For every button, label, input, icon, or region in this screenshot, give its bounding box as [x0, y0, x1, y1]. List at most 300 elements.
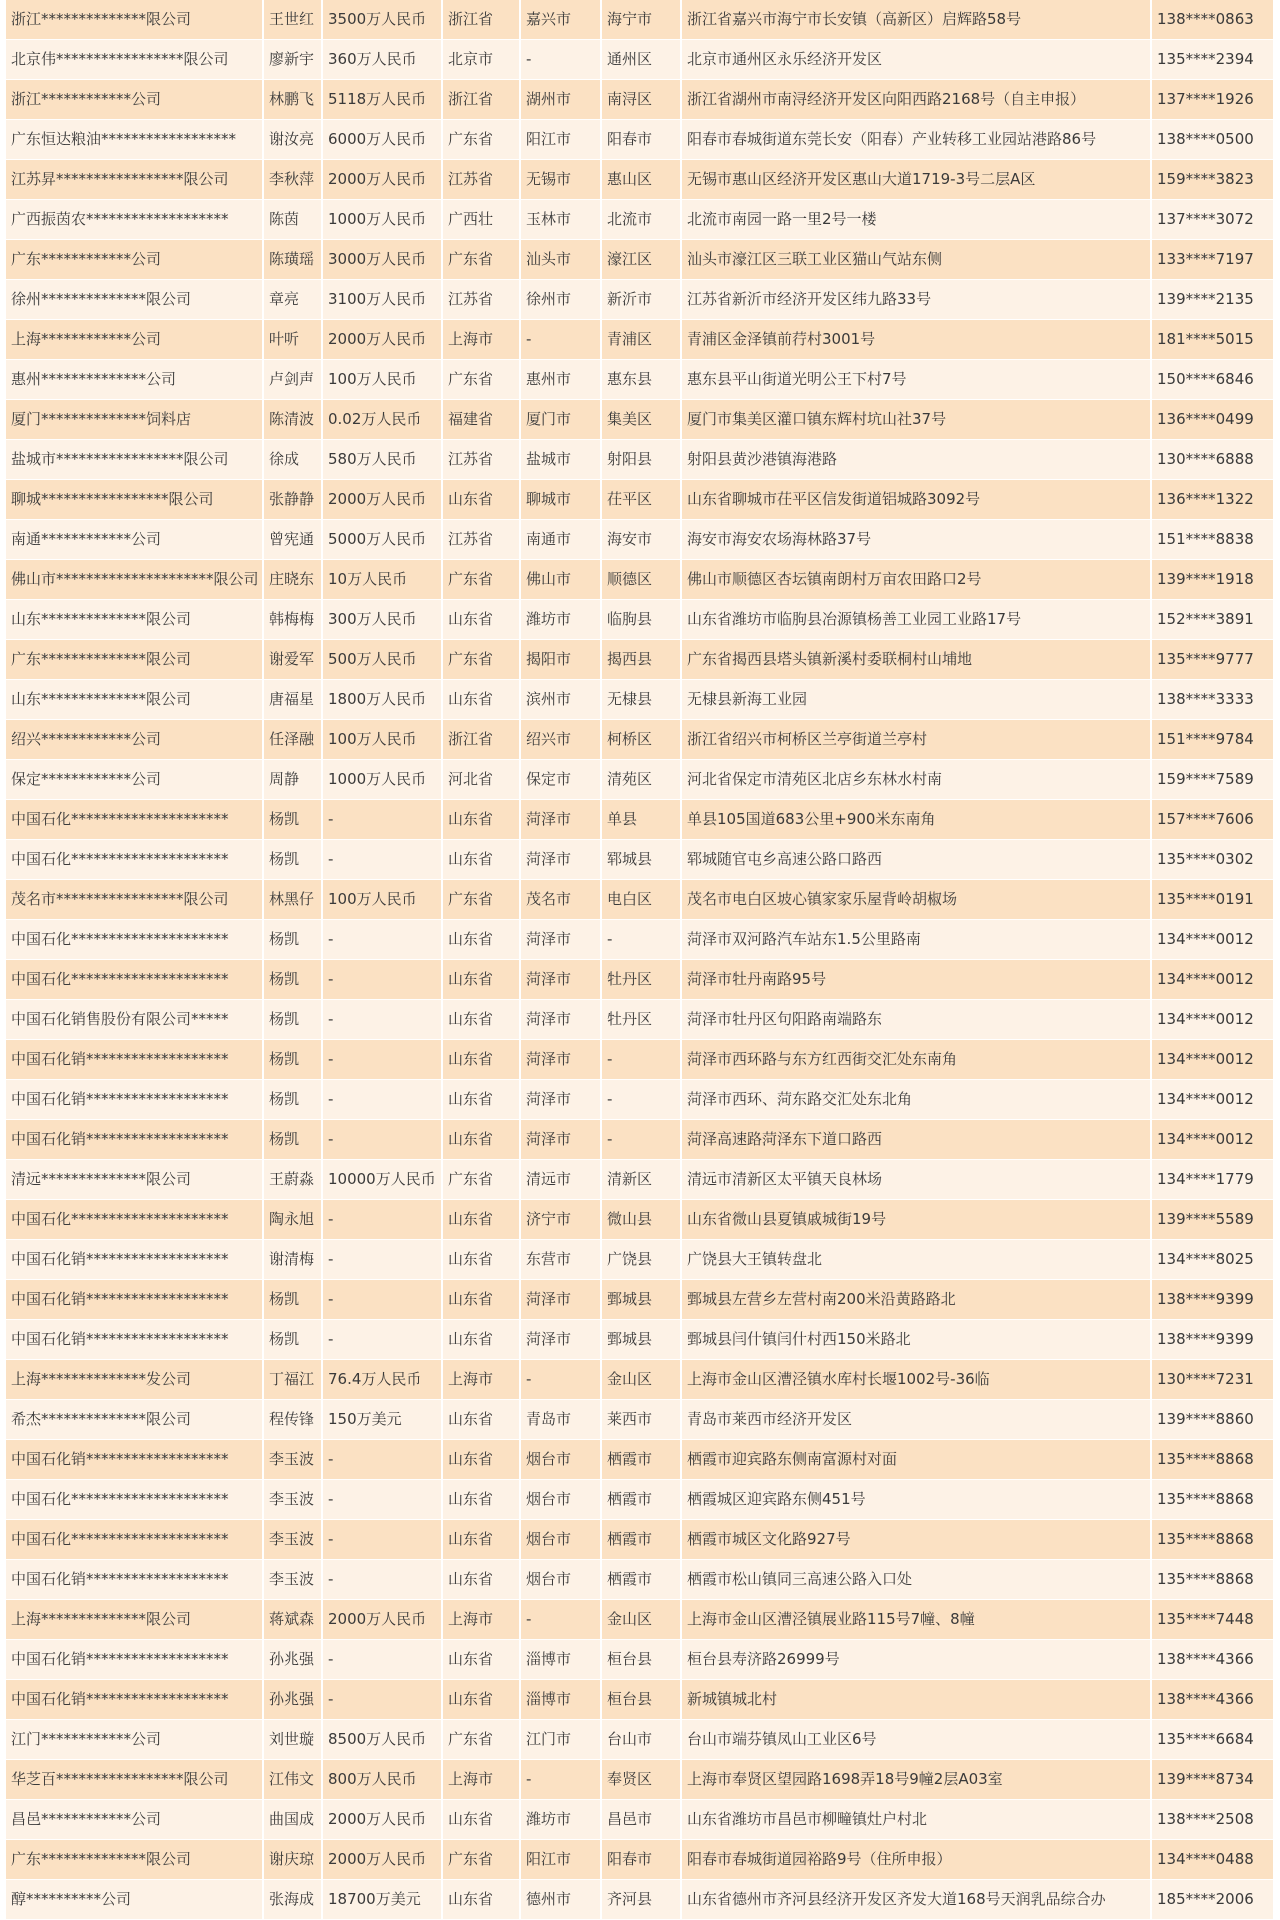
contact-name-cell: 廖新宇 [264, 40, 323, 79]
address-cell: 清远市清新区太平镇天良林场 [682, 1160, 1152, 1199]
district-cell: 集美区 [602, 400, 682, 439]
district-cell: 桓台县 [602, 1680, 682, 1719]
contact-name-cell: 章亮 [264, 280, 323, 319]
city-cell: 烟台市 [521, 1480, 602, 1519]
table-row [6, 1000, 1273, 1040]
city-cell: 德州市 [521, 1880, 602, 1919]
province-cell: 广东省 [443, 1160, 521, 1199]
city-cell: 嘉兴市 [521, 0, 602, 39]
registered-capital-cell: 8500万人民币 [323, 1720, 443, 1759]
company-name-cell: 中国石化********************* [6, 800, 264, 839]
city-cell: 菏泽市 [521, 920, 602, 959]
district-cell: 牡丹区 [602, 1000, 682, 1039]
phone-cell: 151****9784 [1157, 730, 1254, 748]
address-cell: 菏泽市牡丹南路95号 [682, 960, 1152, 999]
registered-capital-cell: 0.02万人民币 [323, 400, 443, 439]
phone-cell: 138****0500 [1157, 130, 1254, 148]
province-cell: 山东省 [443, 1560, 521, 1599]
table-row [6, 240, 1273, 280]
address-cell: 菏泽市牡丹区句阳路南端路东 [682, 1000, 1152, 1039]
registered-capital-cell: - [323, 1280, 443, 1319]
company-name-cell: 上海**************限公司 [6, 1600, 264, 1639]
registered-capital-cell: 2000万人民币 [323, 320, 443, 359]
district-cell: 无棣县 [602, 680, 682, 719]
province-cell: 上海市 [443, 1360, 521, 1399]
city-cell: 盐城市 [521, 440, 602, 479]
registered-capital-cell: 2000万人民币 [323, 1800, 443, 1839]
city-cell: - [521, 1360, 602, 1399]
city-cell: 菏泽市 [521, 1320, 602, 1359]
city-cell: 玉林市 [521, 200, 602, 239]
registered-capital-cell: - [323, 1080, 443, 1119]
district-cell: 栖霞市 [602, 1480, 682, 1519]
phone-cell: 134****0012 [1157, 1010, 1254, 1028]
table-row [6, 1720, 1273, 1760]
phone-cell: 135****8868 [1157, 1530, 1254, 1548]
contact-name-cell: 卢剑声 [264, 360, 323, 399]
contact-name-cell: 林黑仔 [264, 880, 323, 919]
address-cell: 菏泽市西环、菏东路交汇处东北角 [682, 1080, 1152, 1119]
address-cell: 郓城随官屯乡高速公路口路西 [682, 840, 1152, 879]
province-cell: 山东省 [443, 1480, 521, 1519]
company-name-cell: 聊城*****************限公司 [6, 480, 264, 519]
province-cell: 山东省 [443, 680, 521, 719]
address-cell: 茂名市电白区坡心镇家家乐屋背岭胡椒场 [682, 880, 1152, 919]
city-cell: 揭阳市 [521, 640, 602, 679]
table-row [6, 1040, 1273, 1080]
contact-name-cell: 周静 [264, 760, 323, 799]
province-cell: 江苏省 [443, 520, 521, 559]
province-cell: 山东省 [443, 1680, 521, 1719]
table-row [6, 1240, 1273, 1280]
table-row [6, 440, 1273, 480]
address-cell: 无锡市惠山区经济开发区惠山大道1719-3号二层A区 [682, 160, 1152, 199]
city-cell: 潍坊市 [521, 600, 602, 639]
table-row [6, 40, 1273, 80]
table-row [6, 120, 1273, 160]
table-row [6, 1120, 1273, 1160]
contact-name-cell: 陈茵 [264, 200, 323, 239]
address-cell: 青岛市莱西市经济开发区 [682, 1400, 1152, 1439]
district-cell: 清新区 [602, 1160, 682, 1199]
district-cell: 单县 [602, 800, 682, 839]
city-cell: 江门市 [521, 1720, 602, 1759]
company-name-cell: 江苏昇*****************限公司 [6, 160, 264, 199]
registered-capital-cell: - [323, 1440, 443, 1479]
contact-name-cell: 谢爱军 [264, 640, 323, 679]
address-cell: 菏泽市双河路汽车站东1.5公里路南 [682, 920, 1152, 959]
table-row [6, 640, 1273, 680]
district-cell: 海宁市 [602, 0, 682, 39]
phone-cell: 134****0012 [1157, 930, 1254, 948]
company-name-cell: 茂名市*****************限公司 [6, 880, 264, 919]
company-name-cell: 中国石化********************* [6, 920, 264, 959]
phone-cell: 136****1322 [1157, 490, 1254, 508]
company-name-cell: 中国石化销******************* [6, 1240, 264, 1279]
registered-capital-cell: 100万人民币 [323, 720, 443, 759]
city-cell: 烟台市 [521, 1440, 602, 1479]
contact-name-cell: 王世红 [264, 0, 323, 39]
province-cell: 广东省 [443, 560, 521, 599]
city-cell: 聊城市 [521, 480, 602, 519]
registered-capital-cell: 10万人民币 [323, 560, 443, 599]
address-cell: 山东省潍坊市临朐县冶源镇杨善工业园工业路17号 [682, 600, 1152, 639]
district-cell: 鄄城县 [602, 1280, 682, 1319]
table-row [6, 520, 1273, 560]
table-row [6, 1280, 1273, 1320]
phone-cell: 138****0863 [1157, 10, 1254, 28]
city-cell: 汕头市 [521, 240, 602, 279]
table-row [6, 720, 1273, 760]
district-cell: 惠山区 [602, 160, 682, 199]
city-cell: - [521, 320, 602, 359]
province-cell: 山东省 [443, 960, 521, 999]
address-cell: 广饶县大王镇转盘北 [682, 1240, 1152, 1279]
district-cell: 阳春市 [602, 1840, 682, 1879]
address-cell: 浙江省湖州市南浔经济开发区向阳西路2168号（自主申报） [682, 80, 1152, 119]
table-row [6, 1600, 1273, 1640]
contact-name-cell: 叶听 [264, 320, 323, 359]
table-row [6, 1880, 1273, 1920]
city-cell: 菏泽市 [521, 960, 602, 999]
registered-capital-cell: 100万人民币 [323, 360, 443, 399]
city-cell: 湖州市 [521, 80, 602, 119]
address-cell: 浙江省嘉兴市海宁市长安镇（高新区）启辉路58号 [682, 0, 1152, 39]
address-cell: 山东省聊城市茌平区信发街道铝城路3092号 [682, 480, 1152, 519]
phone-cell: 159****3823 [1157, 170, 1254, 188]
phone-cell: 138****4366 [1157, 1650, 1254, 1668]
registered-capital-cell: 2000万人民币 [323, 480, 443, 519]
address-cell: 栖霞市松山镇同三高速公路入口处 [682, 1560, 1152, 1599]
registered-capital-cell: 2000万人民币 [323, 1600, 443, 1639]
district-cell: 射阳县 [602, 440, 682, 479]
phone-cell: 138****2508 [1157, 1810, 1254, 1828]
contact-name-cell: 江伟文 [264, 1760, 323, 1799]
contact-name-cell: 林鹏飞 [264, 80, 323, 119]
phone-cell: 135****8868 [1157, 1450, 1254, 1468]
registered-capital-cell: 3500万人民币 [323, 0, 443, 39]
city-cell: 茂名市 [521, 880, 602, 919]
company-name-cell: 中国石化销******************* [6, 1440, 264, 1479]
table-row [6, 1320, 1273, 1360]
district-cell: 齐河县 [602, 1880, 682, 1919]
contact-name-cell: 杨凯 [264, 1080, 323, 1119]
registered-capital-cell: 2000万人民币 [323, 1840, 443, 1879]
company-name-cell: 中国石化********************* [6, 840, 264, 879]
city-cell: 菏泽市 [521, 1120, 602, 1159]
district-cell: 昌邑市 [602, 1800, 682, 1839]
district-cell: 揭西县 [602, 640, 682, 679]
address-cell: 射阳县黄沙港镇海港路 [682, 440, 1152, 479]
registered-capital-cell: - [323, 840, 443, 879]
registered-capital-cell: - [323, 1240, 443, 1279]
province-cell: 山东省 [443, 1040, 521, 1079]
company-name-cell: 厦门**************饲料店 [6, 400, 264, 439]
company-name-cell: 广东恒达粮油****************** [6, 120, 264, 159]
city-cell: 东营市 [521, 1240, 602, 1279]
province-cell: 广东省 [443, 360, 521, 399]
province-cell: 山东省 [443, 800, 521, 839]
phone-cell: 151****8838 [1157, 530, 1254, 548]
city-cell: 淄博市 [521, 1640, 602, 1679]
contact-name-cell: 孙兆强 [264, 1680, 323, 1719]
table-row [6, 1200, 1273, 1240]
district-cell: 微山县 [602, 1200, 682, 1239]
district-cell: 清苑区 [602, 760, 682, 799]
address-cell: 台山市端芬镇凤山工业区6号 [682, 1720, 1152, 1759]
contact-name-cell: 曲国成 [264, 1800, 323, 1839]
phone-cell: 135****0302 [1157, 850, 1254, 868]
company-name-cell: 惠州**************公司 [6, 360, 264, 399]
company-name-cell: 中国石化销******************* [6, 1080, 264, 1119]
contact-name-cell: 杨凯 [264, 1320, 323, 1359]
registered-capital-cell: 3100万人民币 [323, 280, 443, 319]
province-cell: 浙江省 [443, 80, 521, 119]
province-cell: 广东省 [443, 120, 521, 159]
phone-cell: 135****0191 [1157, 890, 1254, 908]
address-cell: 栖霞城区迎宾路东侧451号 [682, 1480, 1152, 1519]
province-cell: 山东省 [443, 920, 521, 959]
address-cell: 河北省保定市清苑区北店乡东林水村南 [682, 760, 1152, 799]
company-name-cell: 上海************公司 [6, 320, 264, 359]
registered-capital-cell: 2000万人民币 [323, 160, 443, 199]
company-name-cell: 清远**************限公司 [6, 1160, 264, 1199]
city-cell: 无锡市 [521, 160, 602, 199]
district-cell: 濠江区 [602, 240, 682, 279]
address-cell: 山东省微山县夏镇戚城街19号 [682, 1200, 1152, 1239]
company-name-cell: 中国石化销售股份有限公司***** [6, 1000, 264, 1039]
registered-capital-cell: 580万人民币 [323, 440, 443, 479]
district-cell: 郓城县 [602, 840, 682, 879]
contact-name-cell: 杨凯 [264, 800, 323, 839]
phone-cell: 139****8734 [1157, 1770, 1254, 1788]
phone-cell: 134****0488 [1157, 1850, 1254, 1868]
contact-name-cell: 杨凯 [264, 1040, 323, 1079]
phone-cell: 133****7197 [1157, 250, 1254, 268]
table-row [6, 1760, 1273, 1800]
address-cell: 山东省潍坊市昌邑市柳疃镇灶户村北 [682, 1800, 1152, 1839]
contact-name-cell: 唐福星 [264, 680, 323, 719]
city-cell: 佛山市 [521, 560, 602, 599]
contact-name-cell: 李玉波 [264, 1520, 323, 1559]
contact-name-cell: 任泽融 [264, 720, 323, 759]
phone-cell: 134****0012 [1157, 970, 1254, 988]
district-cell: 海安市 [602, 520, 682, 559]
province-cell: 广东省 [443, 640, 521, 679]
province-cell: 山东省 [443, 480, 521, 519]
city-cell: 菏泽市 [521, 1000, 602, 1039]
province-cell: 山东省 [443, 1320, 521, 1359]
phone-cell: 135****8868 [1157, 1570, 1254, 1588]
company-name-cell: 上海**************发公司 [6, 1360, 264, 1399]
district-cell: 鄄城县 [602, 1320, 682, 1359]
province-cell: 山东省 [443, 1240, 521, 1279]
table-row [6, 480, 1273, 520]
address-cell: 山东省德州市齐河县经济开发区齐发大道168号天润乳品综合办 [682, 1880, 1152, 1919]
city-cell: - [521, 40, 602, 79]
phone-cell: 139****2135 [1157, 290, 1254, 308]
contact-name-cell: 刘世璇 [264, 1720, 323, 1759]
phone-cell: 134****1779 [1157, 1170, 1254, 1188]
province-cell: 山东省 [443, 1640, 521, 1679]
city-cell: 菏泽市 [521, 1080, 602, 1119]
city-cell: 清远市 [521, 1160, 602, 1199]
contact-name-cell: 杨凯 [264, 840, 323, 879]
phone-cell: 137****3072 [1157, 210, 1254, 228]
city-cell: 惠州市 [521, 360, 602, 399]
city-cell: 菏泽市 [521, 800, 602, 839]
city-cell: 南通市 [521, 520, 602, 559]
table-row [6, 1840, 1273, 1880]
address-cell: 栖霞市城区文化路927号 [682, 1520, 1152, 1559]
province-cell: 上海市 [443, 1600, 521, 1639]
address-cell: 单县105国道683公里+900米东南角 [682, 800, 1152, 839]
table-row [6, 280, 1273, 320]
province-cell: 山东省 [443, 1280, 521, 1319]
registered-capital-cell: 100万人民币 [323, 880, 443, 919]
registered-capital-cell: 800万人民币 [323, 1760, 443, 1799]
company-name-cell: 浙江**************限公司 [6, 0, 264, 39]
contact-name-cell: 谢汝亮 [264, 120, 323, 159]
city-cell: 厦门市 [521, 400, 602, 439]
address-cell: 阳春市春城街道东莞长安（阳春）产业转移工业园站港路86号 [682, 120, 1152, 159]
phone-cell: 134****0012 [1157, 1090, 1254, 1108]
address-cell: 浙江省绍兴市柯桥区兰亭街道兰亭村 [682, 720, 1152, 759]
registered-capital-cell: - [323, 1200, 443, 1239]
registered-capital-cell: 1000万人民币 [323, 200, 443, 239]
district-cell: - [602, 920, 682, 959]
registered-capital-cell: 5118万人民币 [323, 80, 443, 119]
city-cell: 青岛市 [521, 1400, 602, 1439]
contact-name-cell: 孙兆强 [264, 1640, 323, 1679]
city-cell: 淄博市 [521, 1680, 602, 1719]
contact-name-cell: 曾宪通 [264, 520, 323, 559]
district-cell: - [602, 1040, 682, 1079]
phone-cell: 135****7448 [1157, 1610, 1254, 1628]
table-row [6, 1080, 1273, 1120]
company-name-cell: 广西振茵农******************* [6, 200, 264, 239]
province-cell: 山东省 [443, 600, 521, 639]
city-cell: 保定市 [521, 760, 602, 799]
province-cell: 福建省 [443, 400, 521, 439]
province-cell: 山东省 [443, 1000, 521, 1039]
registered-capital-cell: 1800万人民币 [323, 680, 443, 719]
contact-name-cell: 蒋斌森 [264, 1600, 323, 1639]
company-name-cell: 山东**************限公司 [6, 600, 264, 639]
contact-name-cell: 杨凯 [264, 920, 323, 959]
province-cell: 山东省 [443, 1880, 521, 1919]
table-row [6, 0, 1273, 40]
phone-cell: 130****7231 [1157, 1370, 1254, 1388]
district-cell: 顺德区 [602, 560, 682, 599]
city-cell: 潍坊市 [521, 1800, 602, 1839]
province-cell: 河北省 [443, 760, 521, 799]
company-name-cell: 昌邑************公司 [6, 1800, 264, 1839]
company-name-cell: 盐城市*****************限公司 [6, 440, 264, 479]
registered-capital-cell: - [323, 1320, 443, 1359]
address-cell: 汕头市濠江区三联工业区猫山气站东侧 [682, 240, 1152, 279]
address-cell: 惠东县平山街道光明公王下村7号 [682, 360, 1152, 399]
address-cell: 上海市金山区漕泾镇展业路115号7幢、8幢 [682, 1600, 1152, 1639]
city-cell: 烟台市 [521, 1560, 602, 1599]
registered-capital-cell: 3000万人民币 [323, 240, 443, 279]
table-row [6, 1560, 1273, 1600]
city-cell: 滨州市 [521, 680, 602, 719]
registered-capital-cell: - [323, 920, 443, 959]
company-name-cell: 中国石化销******************* [6, 1120, 264, 1159]
address-cell: 上海市奉贤区望园路1698弄18号9幢2层A03室 [682, 1760, 1152, 1799]
contact-name-cell: 王蔚淼 [264, 1160, 323, 1199]
company-name-cell: 中国石化销******************* [6, 1040, 264, 1079]
address-cell: 菏泽市西环路与东方红西街交汇处东南角 [682, 1040, 1152, 1079]
company-name-cell: 中国石化********************* [6, 960, 264, 999]
district-cell: 青浦区 [602, 320, 682, 359]
company-name-cell: 中国石化销******************* [6, 1680, 264, 1719]
contact-name-cell: 陈璜瑶 [264, 240, 323, 279]
table-row [6, 1680, 1273, 1720]
table-row [6, 200, 1273, 240]
district-cell: 阳春市 [602, 120, 682, 159]
phone-cell: 138****9399 [1157, 1290, 1254, 1308]
contact-name-cell: 程传锋 [264, 1400, 323, 1439]
registered-capital-cell: 300万人民币 [323, 600, 443, 639]
phone-cell: 181****5015 [1157, 330, 1254, 348]
table-row [6, 400, 1273, 440]
address-cell: 鄄城县左营乡左营村南200米沿黄路路北 [682, 1280, 1152, 1319]
table-row [6, 560, 1273, 600]
contact-name-cell: 庄晓东 [264, 560, 323, 599]
address-cell: 上海市金山区漕泾镇水库村长堰1002号-36临 [682, 1360, 1152, 1399]
contact-name-cell: 徐成 [264, 440, 323, 479]
address-cell: 桓台县寿济路26999号 [682, 1640, 1152, 1679]
table-row [6, 1480, 1273, 1520]
address-cell: 北流市南园一路一里2号一楼 [682, 200, 1152, 239]
address-cell: 无棣县新海工业园 [682, 680, 1152, 719]
company-name-cell: 华芝百*****************限公司 [6, 1760, 264, 1799]
province-cell: 广东省 [443, 240, 521, 279]
table-row [6, 1360, 1273, 1400]
table-row [6, 360, 1273, 400]
address-cell: 海安市海安农场海林路37号 [682, 520, 1152, 559]
contact-name-cell: 杨凯 [264, 1000, 323, 1039]
city-cell: 绍兴市 [521, 720, 602, 759]
registered-capital-cell: 10000万人民币 [323, 1160, 443, 1199]
registered-capital-cell: - [323, 960, 443, 999]
phone-cell: 135****9777 [1157, 650, 1254, 668]
table-row [6, 920, 1273, 960]
address-cell: 青浦区金泽镇前荇村3001号 [682, 320, 1152, 359]
registered-capital-cell: 500万人民币 [323, 640, 443, 679]
province-cell: 山东省 [443, 1080, 521, 1119]
registered-capital-cell: - [323, 1480, 443, 1519]
phone-cell: 137****1926 [1157, 90, 1254, 108]
company-name-cell: 中国石化销******************* [6, 1320, 264, 1359]
city-cell: 阳江市 [521, 1840, 602, 1879]
registered-capital-cell: 5000万人民币 [323, 520, 443, 559]
contact-name-cell: 杨凯 [264, 1120, 323, 1159]
table-row [6, 1800, 1273, 1840]
contact-name-cell: 张海成 [264, 1880, 323, 1919]
phone-cell: 134****8025 [1157, 1250, 1254, 1268]
table-row [6, 1640, 1273, 1680]
district-cell: 栖霞市 [602, 1440, 682, 1479]
province-cell: 山东省 [443, 1520, 521, 1559]
contact-name-cell: 陈清波 [264, 400, 323, 439]
phone-cell: 134****0012 [1157, 1050, 1254, 1068]
phone-cell: 157****7606 [1157, 810, 1254, 828]
company-name-cell: 广东**************限公司 [6, 1840, 264, 1879]
table-row [6, 80, 1273, 120]
